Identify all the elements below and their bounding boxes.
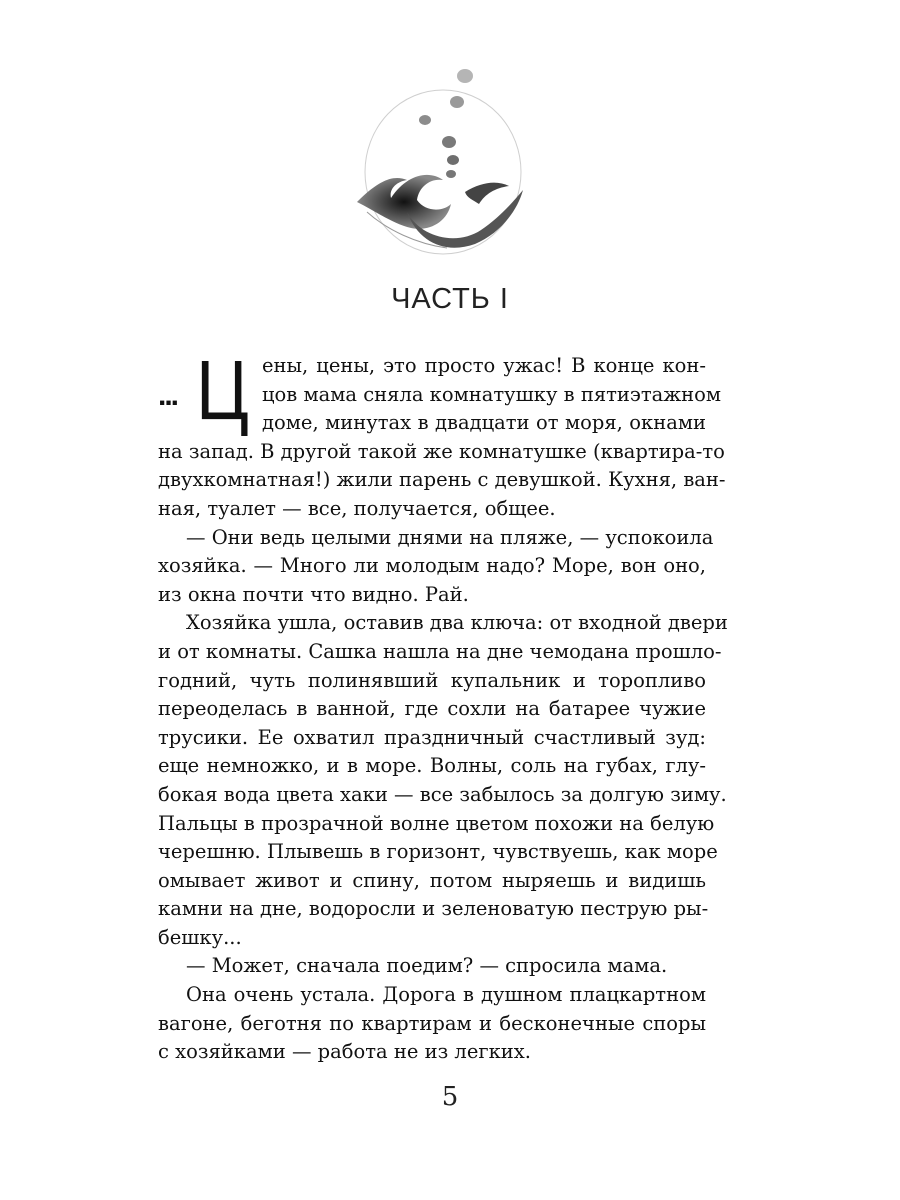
text-line: двухкомнатная!) жили парень с девушкой. Кухня, ван- xyxy=(158,468,726,492)
text-line: ены, цены, это просто ужас! В конце кон- xyxy=(262,354,706,377)
text-line: переоделась в ванной, где сохли на батарее чужие xyxy=(158,697,706,721)
text-line: годний, чуть полинявший купальник и торопливо xyxy=(158,668,706,692)
text-line: Пальцы в прозрачной волне цветом похожи на белую xyxy=(158,811,715,835)
drop-cap-ellipsis: ... xyxy=(158,379,178,412)
text-line: — Может, сначала поедим? — спросила мама. xyxy=(186,954,668,978)
chapter-title: ЧАСТЬ I xyxy=(391,283,509,315)
text-line: на запад. В другой такой же комнатушке (квартира-то xyxy=(158,439,725,463)
text-line: и от комнаты. Сашка нашла на дне чемодана прошло- xyxy=(158,639,722,663)
text-line: цов мама сняла комнатушку в пятиэтажном xyxy=(262,382,722,406)
text-line: из окна почти что видно. Рай. xyxy=(158,582,469,606)
text-line: Хозяйка ушла, оставив два ключа: от входной двери xyxy=(186,611,728,635)
text-line: еще немножко, и в море. Волны, соль на губах, глу- xyxy=(158,754,706,778)
page-number: 5 xyxy=(441,1082,459,1112)
body-text xyxy=(158,343,728,1067)
text-line: камни на дне, водоросли и зеленоватую пеструю ры- xyxy=(158,897,709,921)
text-line: хозяйка. — Много ли молодым надо? Море, вон оно, xyxy=(158,554,706,578)
drop-cap xyxy=(158,343,258,438)
text-line: трусики. Ее охватил праздничный счастливый зуд: xyxy=(158,725,706,749)
wave-illustration xyxy=(347,62,539,262)
text-line: Она очень устала. Дорога в душном плацкартном xyxy=(186,983,706,1007)
text-line: — Они ведь целыми днями на пляже, — успокоила xyxy=(186,525,714,549)
text-line: бешку... xyxy=(158,925,242,949)
text-line: омывает живот и спину, потом ныряешь и видишь xyxy=(158,868,706,892)
drop-cap-letter: Ц xyxy=(196,343,249,437)
text-line: с хозяйками — работа не из легких. xyxy=(158,1040,531,1064)
text-line: бокая вода цвета хаки — все забылось за долгую зиму. xyxy=(158,782,727,806)
text-line: черешню. Плывешь в горизонт, чувствуешь, как море xyxy=(158,840,718,864)
text-line: ная, туалет — все, получается, общее. xyxy=(158,496,556,520)
text-line: вагоне, беготня по квартирам и бесконечные споры xyxy=(158,1011,706,1035)
text-line: доме, минутах в двадцати от моря, окнами xyxy=(262,411,706,435)
